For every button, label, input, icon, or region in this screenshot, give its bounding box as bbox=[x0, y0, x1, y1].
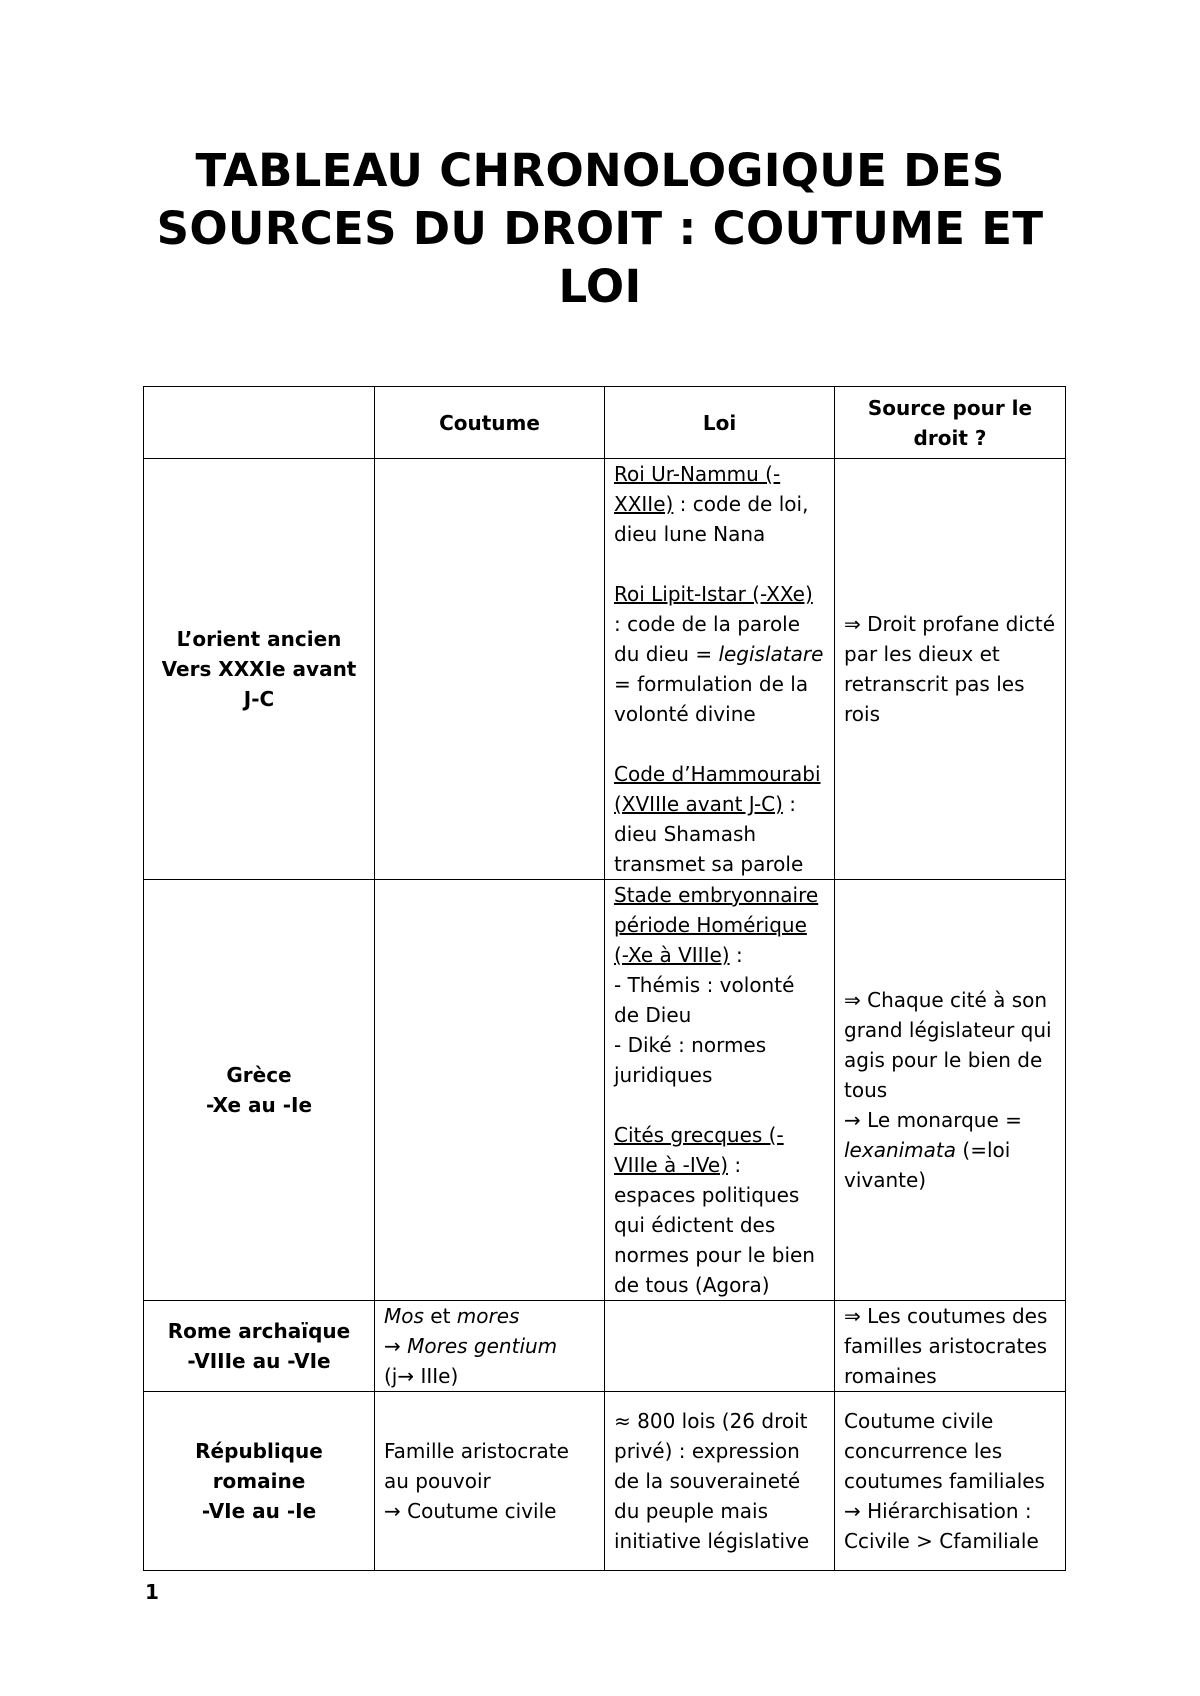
period-dates: -Xe au -Ie bbox=[205, 1093, 313, 1117]
source-text: ⇒ Chaque cité à son grand législateur qui agis pour le bien de tous bbox=[844, 988, 1052, 1102]
period-cell bbox=[144, 1301, 375, 1392]
period-dates: Vers XXXIe avant J-C bbox=[161, 657, 357, 711]
header-period bbox=[144, 387, 375, 459]
loi-cell bbox=[605, 880, 835, 1301]
loi-list-item: - Thémis : volonté de Dieu bbox=[614, 973, 795, 1027]
coutume-cell bbox=[375, 880, 605, 1301]
source-text: → Le monarque = lexanimata (=loi vivante) bbox=[844, 1108, 1022, 1192]
period-name: Grèce bbox=[226, 1063, 292, 1087]
table-row bbox=[144, 1392, 1066, 1571]
period-cell bbox=[144, 1392, 375, 1571]
loi-list-item: - Diké : normes juridiques bbox=[614, 1033, 767, 1087]
coutume-cell bbox=[375, 459, 605, 880]
page-number: 1 bbox=[145, 1580, 159, 1604]
period-dates: -VIIIe au -VIe bbox=[187, 1349, 331, 1373]
coutume-text: Mos et mores bbox=[384, 1304, 520, 1328]
loi-entry: Roi Ur-Nammu (-XXIIe) : code de loi, dieu lune Nana bbox=[614, 462, 809, 546]
source-cell bbox=[835, 880, 1066, 1301]
period-name: Rome archaïque bbox=[167, 1319, 351, 1343]
coutume-text: → Coutume civile bbox=[384, 1499, 557, 1523]
period-dates: -VIe au -Ie bbox=[201, 1499, 317, 1523]
loi-entry: ≈ 800 lois (26 droit privé) : expression de la souveraineté du peuple mais initiative législative bbox=[614, 1409, 810, 1553]
page-title: TABLEAU CHRONOLOGIQUE DES SOURCES DU DROIT : COUTUME ET LOI bbox=[156, 144, 1044, 313]
source-text: Coutume civile concurrence les coutumes familiales bbox=[844, 1409, 1045, 1493]
loi-entry: Cités grecques (-VIIIe à -IVe) : espaces politiques qui édictent des normes pour le bien de tous (Agora) bbox=[614, 1123, 815, 1297]
source-cell bbox=[835, 1392, 1066, 1571]
table-row bbox=[144, 1301, 1066, 1392]
loi-cell bbox=[605, 459, 835, 880]
source-text: ⇒ Les coutumes des familles aristocrates romaines bbox=[844, 1304, 1048, 1388]
chronology-table bbox=[143, 386, 1066, 1571]
loi-entry: Code d’Hammourabi (XVIIIe avant J-C) : dieu Shamash transmet sa parole bbox=[614, 762, 821, 876]
source-text: ⇒ Droit profane dicté par les dieux et retranscrit pas les rois bbox=[844, 612, 1056, 726]
source-cell bbox=[835, 459, 1066, 880]
source-cell bbox=[835, 1301, 1066, 1392]
table-header-row bbox=[144, 387, 1066, 459]
coutume-cell bbox=[375, 1301, 605, 1392]
coutume-text: → Mores gentium bbox=[384, 1334, 558, 1358]
coutume-text: Famille aristocrate au pouvoir bbox=[384, 1439, 569, 1493]
header-source: Source pour le droit ? bbox=[835, 387, 1066, 459]
period-name: L’orient ancien bbox=[176, 627, 342, 651]
loi-entry: Stade embryonnaire période Homérique (-Xe à VIIIe) : bbox=[614, 883, 819, 967]
loi-entry: Roi Lipit-Istar (-XXe) : code de la parole du dieu = legislatare = formulation de la volonté divine bbox=[614, 582, 824, 726]
table-row bbox=[144, 880, 1066, 1301]
table-row bbox=[144, 459, 1066, 880]
period-name: République romaine bbox=[195, 1439, 323, 1493]
coutume-text: (j→ IIIe) bbox=[384, 1364, 459, 1388]
source-text: → Hiérarchisation : Ccivile > Cfamiliale bbox=[844, 1499, 1039, 1553]
loi-cell bbox=[605, 1301, 835, 1392]
period-cell bbox=[144, 459, 375, 880]
loi-cell bbox=[605, 1392, 835, 1571]
header-loi: Loi bbox=[605, 387, 835, 459]
period-cell bbox=[144, 880, 375, 1301]
coutume-cell bbox=[375, 1392, 605, 1571]
header-coutume: Coutume bbox=[375, 387, 605, 459]
